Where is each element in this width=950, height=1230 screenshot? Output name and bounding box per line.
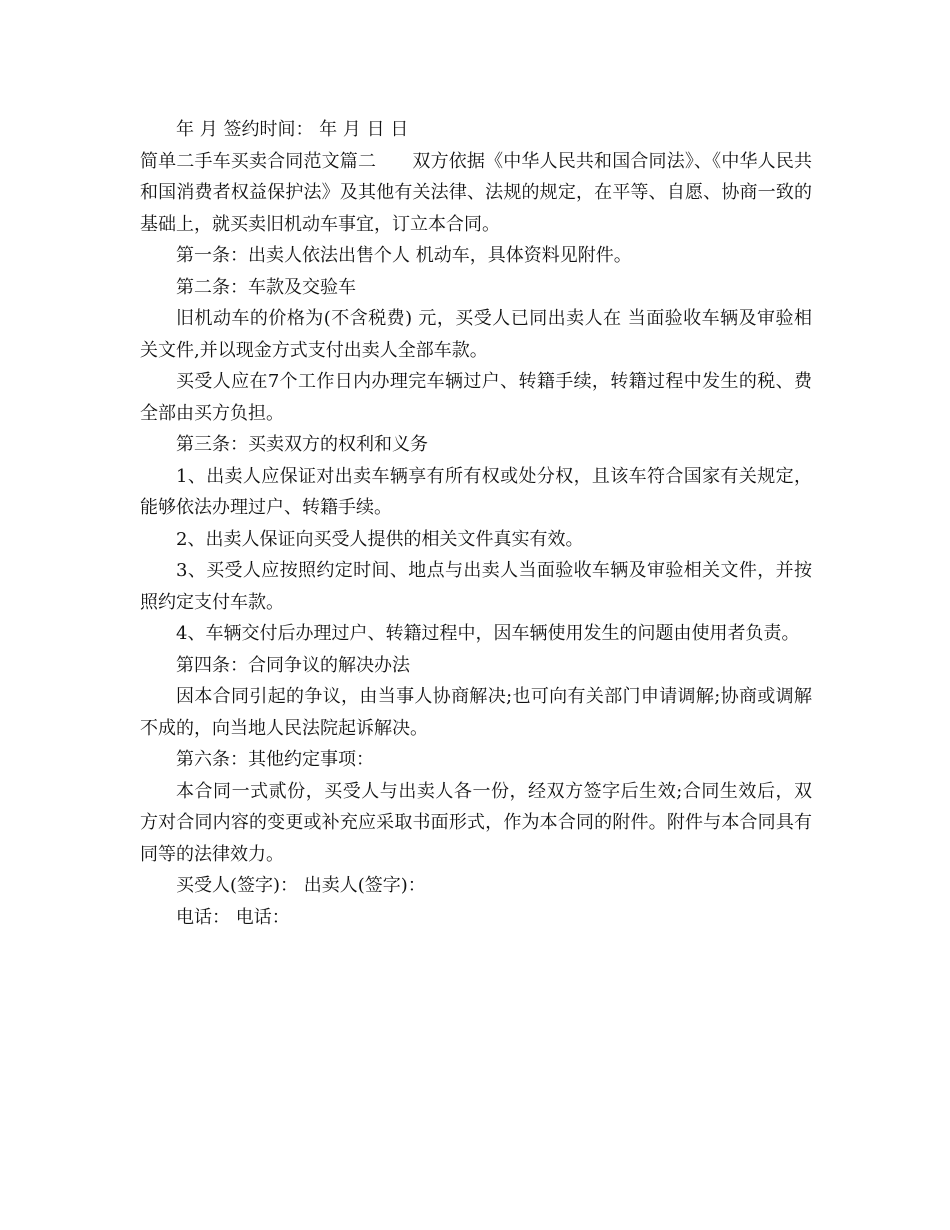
contract-title-and-preamble: 简单二手车买卖合同范文篇二 双方依据《中华人民共和国合同法》、《中华人民共和国消费者权益保护法》及其他有关法律、法规的规定，在平等、自愿、协商一致的基础上，就买卖旧机动车事宜，订立本合同。 — [140, 150, 812, 235]
phone-line: 电话： 电话： — [176, 906, 290, 928]
article-3-item-1: 1、出卖人应保证对出卖车辆享有所有权或处分权，且该车符合国家有关规定，能够依法办理过户、转籍手续。 — [140, 465, 812, 518]
document-body — [140, 114, 812, 933]
article-4-dispute-clause: 因本合同引起的争议，由当事人协商解决;也可向有关部门申请调解;协商或调解不成的，向当地人民法院起诉解决。 — [140, 686, 812, 739]
article-6-heading: 第六条：其他约定事项： — [176, 749, 374, 770]
article-6-copies-clause: 本合同一式贰份，买受人与出卖人各一份，经双方签字后生效;合同生效后，双方对合同内容的变更或补充应采取书面形式，作为本合同的附件。附件与本合同具有同等的法律效力。 — [140, 780, 812, 865]
article-2-price-clause: 旧机动车的价格为(不含税费) 元，买受人已同出卖人在 当面验收车辆及审验相关文件,并以现金方式支付出卖人全部车款。 — [140, 308, 812, 361]
signing-date-line: 年 月 签约时间： 年 月 日 日 — [176, 119, 409, 140]
article-2-transfer-clause: 买受人应在7个工作日内办理完车辆过户、转籍手续，转籍过程中发生的税、费全部由买方负担。 — [140, 371, 812, 424]
signature-line: 买受人(签字)： 出卖人(签字)： — [176, 875, 426, 896]
article-1: 第一条：出卖人依法出售个人 机动车，具体资料见附件。 — [176, 245, 632, 266]
article-3-item-4: 4、车辆交付后办理过户、转籍过程中，因车辆使用发生的问题由使用者负责。 — [176, 623, 800, 644]
article-3-item-3: 3、买受人应按照约定时间、地点与出卖人当面验收车辆及审验相关文件，并按照约定支付车款。 — [140, 560, 812, 613]
article-4-heading: 第四条：合同争议的解决办法 — [176, 654, 410, 676]
article-2-heading: 第二条：车款及交验车 — [176, 276, 356, 298]
article-3-item-2: 2、出卖人保证向买受人提供的相关文件真实有效。 — [176, 528, 584, 550]
article-3-heading: 第三条：买卖双方的权利和义务 — [176, 434, 428, 455]
